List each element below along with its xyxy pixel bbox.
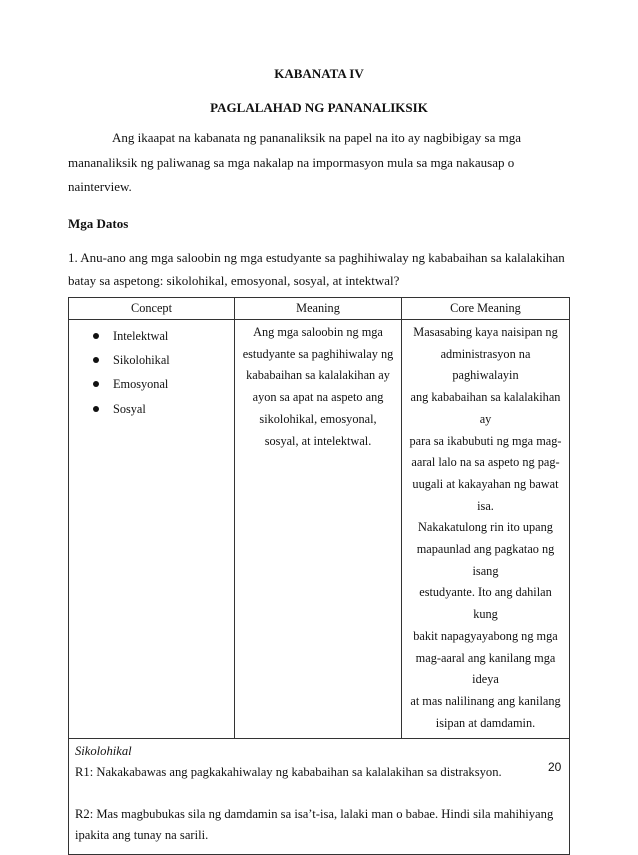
responses-row xyxy=(69,739,570,855)
concept-cell xyxy=(69,320,235,739)
core-meaning-line: estudyante. Ito ang dahilan kung xyxy=(419,585,552,622)
core-meaning-line: Nakakatulong rin ito upang xyxy=(418,520,553,535)
concept-label: Sikolohikal xyxy=(113,353,170,368)
core-meaning-line: at mas nalilinang ang kanilang xyxy=(410,693,561,708)
meaning-line: ayon sa apat na aspeto ang xyxy=(252,390,384,405)
core-meaning-line: bakit napagyayabong ng mga xyxy=(413,628,558,643)
research-question xyxy=(68,246,573,292)
concept-label: Sosyal xyxy=(113,401,146,416)
concept-list xyxy=(69,326,234,423)
column-header-core-meaning: Core Meaning xyxy=(402,298,570,320)
core-meaning-line: Masasabing kaya naisipan ng xyxy=(413,325,558,339)
table-row xyxy=(69,320,570,739)
response-r2-line: ipakita ang tunay na sarili. xyxy=(75,828,209,843)
concept-item xyxy=(93,374,234,398)
concept-label: Intelektwal xyxy=(113,329,169,343)
meaning-line: kababaihan sa kalalakihan ay xyxy=(246,368,390,383)
column-header-meaning: Meaning xyxy=(235,298,402,320)
meaning-line: Ang mga saloobin ng mga xyxy=(253,325,383,339)
column-header-concept: Concept xyxy=(69,298,235,320)
chapter-heading: KABANATA IV xyxy=(274,66,364,81)
response-category: Sikolohikal xyxy=(75,744,132,759)
intro-line: nainterview. xyxy=(68,179,132,194)
response-spacer xyxy=(75,783,561,804)
section-heading: Mga Datos xyxy=(68,216,129,231)
concept-item xyxy=(93,399,234,423)
core-meaning-line: ang kababaihan sa kalalakihan ay xyxy=(410,390,561,426)
page-number: 20 xyxy=(548,760,562,774)
response-r1: R1: Nakakabawas ang pagkakahiwalay ng kababaihan sa kalalakihan sa distraksyon. xyxy=(75,765,502,780)
data-table xyxy=(68,297,570,855)
response-r2-line: R2: Mas magbubukas sila ng damdamin sa isa’t-isa, lalaki man o babae. Hindi sila mahihiyang xyxy=(75,807,554,822)
core-meaning-line: mapaunlad ang pagkatao ng isang xyxy=(416,542,555,578)
intro-line: mananaliksik ng paliwanag sa mga nakalap na impormasyon mula sa mga nakausap o xyxy=(68,154,515,170)
question-line: 1. Anu-ano ang mga saloobin ng mga estudyante sa paghihiwalay ng kababaihan sa kalalakihan xyxy=(68,250,565,265)
meaning-line: estudyante sa paghihiwalay ng xyxy=(242,346,394,361)
bullet-icon xyxy=(93,406,99,412)
meaning-cell xyxy=(235,320,402,739)
core-meaning-line: aaral lalo na sa aspeto ng pag- xyxy=(411,455,560,470)
table-header-row xyxy=(69,298,570,320)
core-meaning-cell xyxy=(402,320,570,739)
concept-item xyxy=(93,326,234,350)
intro-line: Ang ikaapat na kabanata ng pananaliksik na papel na ito ay nagbibigay sa mga xyxy=(112,130,521,145)
meaning-line: sosyal, at intelektwal. xyxy=(264,433,372,448)
core-meaning-line: isipan at damdamin. xyxy=(435,715,536,730)
core-meaning-line: mag-aaral ang kanilang mga ideya xyxy=(415,650,556,687)
responses-cell xyxy=(69,739,570,855)
intro-paragraph xyxy=(68,126,570,200)
bullet-icon xyxy=(93,357,99,363)
bullet-icon xyxy=(93,333,99,339)
core-meaning-line: uugali at kakayahan ng bawat isa. xyxy=(412,476,559,513)
core-meaning-line: administrasyon na paghiwalayin xyxy=(440,346,531,383)
question-line: batay sa aspetong: sikolohikal, emosyonal, sosyal, at intektwal? xyxy=(68,273,400,288)
bullet-icon xyxy=(93,381,99,387)
concept-label: Emosyonal xyxy=(113,377,169,392)
meaning-line: sikolohikal, emosyonal, xyxy=(259,411,377,426)
chapter-title: PAGLALAHAD NG PANANALIKSIK xyxy=(210,100,428,115)
concept-item xyxy=(93,350,234,374)
core-meaning-line: para sa ikabubuti ng mga mag- xyxy=(409,433,562,448)
